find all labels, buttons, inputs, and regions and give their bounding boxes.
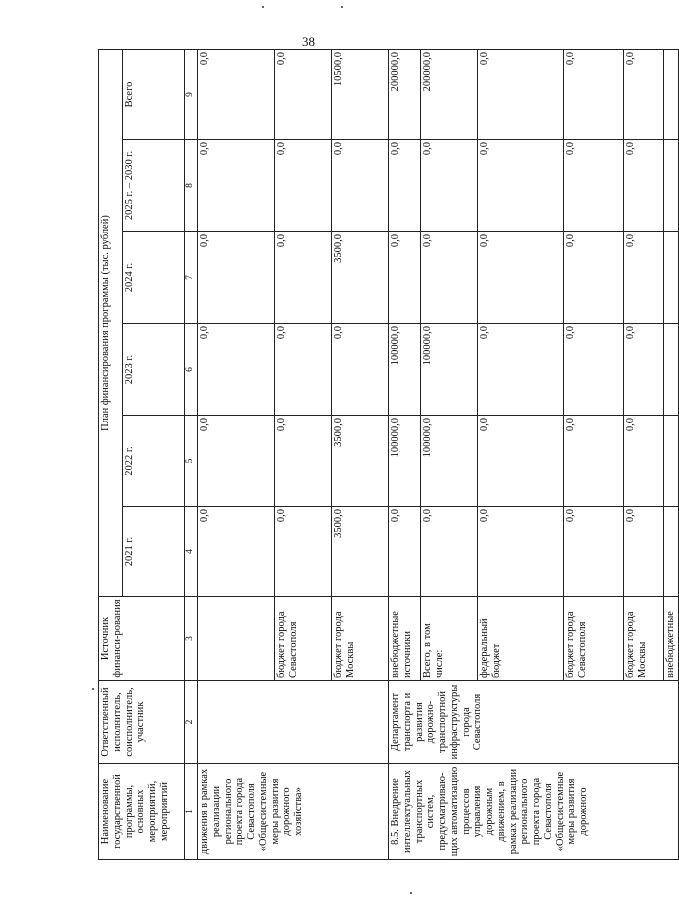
value-cell: 0,0 (275, 50, 332, 140)
value-cell: 0,0 (332, 324, 389, 416)
value-cell: 0,0 (198, 232, 275, 324)
column-number: 4 (185, 507, 198, 597)
rotated-table-wrapper (98, 50, 676, 860)
value-cell: 0,0 (624, 416, 664, 507)
value-cell: 0,0 (275, 416, 332, 507)
column-number: 7 (185, 232, 198, 324)
value-cell: 200000,0 (421, 50, 478, 140)
measure-name: 8.5. Внедрение интеллектуальных транспортных систем, предусматриваю-щих автоматизацию процессов управления дорожным движением, в рамках реализации регионального проекта города Севастополя «Общесистемные меры развития дорожного (389, 764, 679, 860)
scan-speck (341, 6, 343, 8)
executor-cell: Департамент транспорта и развития дорожно-транспортной инфраструктуры города Севастополя (389, 681, 679, 764)
value-cell: 0,0 (624, 507, 664, 597)
value-cell (664, 140, 679, 232)
value-cell: 10500,0 (332, 50, 389, 140)
value-cell: 0,0 (564, 416, 624, 507)
header-year-2022: 2022 г. (123, 416, 185, 507)
value-cell: 0,0 (478, 416, 564, 507)
value-cell: 0,0 (421, 507, 478, 597)
value-cell: 0,0 (198, 324, 275, 416)
value-cell: 0,0 (275, 232, 332, 324)
value-cell: 0,0 (564, 50, 624, 140)
executor-cell (198, 681, 389, 764)
page-number: 38 (302, 34, 315, 49)
source-cell: внебюджетные (664, 597, 679, 681)
value-cell: 3500,0 (332, 507, 389, 597)
source-cell: внебюджетные источники (389, 597, 421, 681)
header-total: Всего (123, 50, 185, 140)
value-cell: 0,0 (624, 50, 664, 140)
value-cell: 0,0 (332, 140, 389, 232)
source-cell: бюджет города Москвы (332, 597, 389, 681)
value-cell: 0,0 (198, 416, 275, 507)
column-number: 6 (185, 324, 198, 416)
column-number: 2 (185, 681, 198, 764)
value-cell: 0,0 (198, 50, 275, 140)
value-cell: 0,0 (389, 140, 421, 232)
value-cell: 100000,0 (389, 416, 421, 507)
value-cell: 0,0 (624, 140, 664, 232)
header-year-2025-2030: 2025 г. – 2030 г. (123, 140, 185, 232)
value-cell: 0,0 (624, 232, 664, 324)
source-cell: Всего, в том числе: (421, 597, 478, 681)
value-cell: 0,0 (275, 324, 332, 416)
table-row (198, 50, 275, 860)
header-executor: Ответственный исполнитель, соисполнитель, участник (99, 681, 185, 764)
value-cell: 0,0 (275, 140, 332, 232)
value-cell (664, 50, 679, 140)
value-cell: 0,0 (421, 232, 478, 324)
source-cell (198, 597, 275, 681)
scan-speck (262, 6, 264, 8)
column-number: 8 (185, 140, 198, 232)
value-cell: 0,0 (198, 140, 275, 232)
value-cell: 0,0 (198, 507, 275, 597)
column-number: 9 (185, 50, 198, 140)
value-cell: 3500,0 (332, 416, 389, 507)
measure-name: движения в рамках реализации регионального проекта города Севастополя «Общесистемные меры развития дорожного хозяйства» (198, 764, 389, 860)
value-cell: 0,0 (478, 232, 564, 324)
value-cell: 0,0 (478, 324, 564, 416)
header-plan: План финансирования программы (тыс. рублей) (99, 50, 123, 597)
scan-speck (410, 892, 412, 894)
value-cell (664, 507, 679, 597)
source-cell: федеральный бюджет (478, 597, 564, 681)
value-cell (664, 416, 679, 507)
value-cell: 0,0 (564, 140, 624, 232)
header-name: Наименование государственной программы, основных мероприятий, мероприятий (99, 764, 185, 860)
value-cell: 0,0 (564, 232, 624, 324)
table-row (389, 50, 421, 860)
source-cell: бюджет города Москвы (624, 597, 664, 681)
header-source: Источник финанси-рования (99, 597, 185, 681)
financing-plan-table (98, 49, 679, 860)
source-cell: бюджет города Севастополя (275, 597, 332, 681)
value-cell: 0,0 (564, 507, 624, 597)
value-cell: 100000,0 (421, 324, 478, 416)
value-cell: 0,0 (421, 140, 478, 232)
column-number: 1 (185, 764, 198, 860)
value-cell: 100000,0 (389, 324, 421, 416)
column-number: 5 (185, 416, 198, 507)
source-cell: бюджет города Севастополя (564, 597, 624, 681)
value-cell: 0,0 (389, 232, 421, 324)
value-cell: 100000,0 (421, 416, 478, 507)
header-year-2021: 2021 г. (123, 507, 185, 597)
value-cell: 0,0 (478, 507, 564, 597)
header-year-2024: 2024 г. (123, 232, 185, 324)
header-year-2023: 2023 г. (123, 324, 185, 416)
column-number: 3 (185, 597, 198, 681)
value-cell: 3500,0 (332, 232, 389, 324)
scan-speck (92, 688, 94, 690)
value-cell: 0,0 (478, 140, 564, 232)
value-cell (664, 324, 679, 416)
value-cell: 0,0 (275, 507, 332, 597)
value-cell: 200000,0 (389, 50, 421, 140)
value-cell: 0,0 (478, 50, 564, 140)
value-cell: 0,0 (389, 507, 421, 597)
value-cell: 0,0 (564, 324, 624, 416)
value-cell (664, 232, 679, 324)
value-cell: 0,0 (624, 324, 664, 416)
